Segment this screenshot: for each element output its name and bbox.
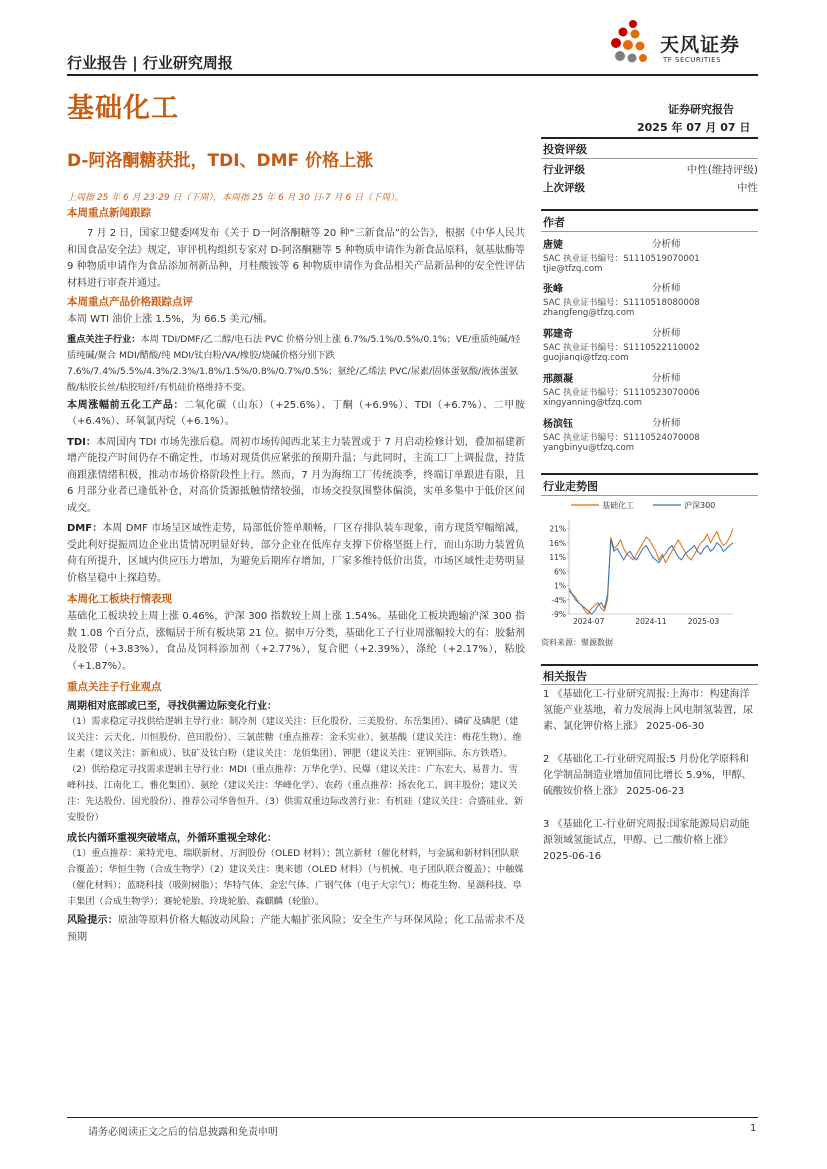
author-sac: SAC 执业证书编号：S1110523070006 <box>543 388 700 398</box>
chart-source: 资料来源：聚源数据 <box>541 638 613 647</box>
focus-growth-paragraph: （1）重点推荐：莱特光电、瑞联新材、万润股份（OLED 材料）；凯立新材（催化材料，与金属和新材料团队联合覆盖）；华恒生物（合成生物学）（2）建议关注：奥来德（OLED 材料）（与机械、电子团队联合覆盖）；中触媒（催化材料）；蓝晓科技（吸附树脂）；华特气体、金宏气体、广钢气体（电子大宗气）；梅花生物、星湖科技、阜丰集团（合成生物学）；赛轮轮胎、玲珑轮胎、森麒麟（轮胎）。 <box>67 848 524 907</box>
y-tick-label: -4% <box>551 595 566 605</box>
author-name: 郭建奇 <box>543 329 573 340</box>
author-sac: SAC 执业证书编号：S1110519070001 <box>543 254 700 264</box>
author-name: 唐婕 <box>543 240 563 251</box>
author-email[interactable]: yangbinyu@tfzq.com <box>543 443 635 453</box>
focus-subheading-growth: 成长内循环重视突破堵点，外循环重视全球化： <box>67 833 277 844</box>
trend-heading: 行业走势图 <box>543 480 598 493</box>
author-block-0 <box>543 236 758 274</box>
y-tick-label: -9% <box>551 610 566 619</box>
related-heading: 相关报告 <box>543 670 587 683</box>
x-tick-label: 2025-03 <box>687 617 720 626</box>
price-focus: 重点关注子行业：本周 TDI/DMF/乙二醇/电石法 PVC 价格分别上涨 6.7%/5.1%/0.5%/0.1%；VE/重质纯碱/轻质纯碱/聚合 MDI/醋酸/纯 MDI/钛白粉/VA/橡胶/烧碱价格分别下跌 7.6%/7.4%/5.5%/4.3%/2.3%/1.8%/1.5%/0.8%/0.7%/0.5%；氨纶/乙烯法 PVC/尿素/固体蛋氨酸/液体蛋氨酸/粘胶长丝/粘胶短纤/有机硅价格维持不变。 <box>67 333 521 393</box>
y-tick-label: 6% <box>554 567 566 577</box>
x-tick-label: 2024-11 <box>635 617 667 626</box>
author-block-2 <box>543 325 758 363</box>
header-rule <box>67 74 758 76</box>
authors-heading: 作者 <box>543 216 565 229</box>
logo-name: 天风证券 <box>660 34 741 56</box>
main-body <box>67 190 525 946</box>
legend-label: 沪深300 <box>684 501 716 510</box>
industry-title: 基础化工 <box>67 93 179 124</box>
y-tick-label: 16% <box>549 538 566 548</box>
related-report-2[interactable]: 3 《基础化工-行业研究周报:国家能源局启动能源领域氢能试点，甲醇、己二酸价格上涨》 2025-06-16 <box>543 819 750 862</box>
related-report-0[interactable]: 1 《基础化工-行业研究周报:上海市：构建海洋氢能产业基地，着力发展海上风电制氢装置，尿素、氯化钾价格上涨》 2025-06-30 <box>543 689 753 732</box>
legend-label: 基础化工 <box>602 501 634 510</box>
authors-top-rule <box>541 209 758 211</box>
logo-sub: TF SECURITIES <box>663 56 722 64</box>
author-role: 分析师 <box>652 328 681 339</box>
rating-row-previous: 上次评级 中性 <box>543 182 758 194</box>
rating-rule <box>541 158 758 159</box>
page-number: 1 <box>750 1123 757 1134</box>
rating-top-rule <box>541 137 758 139</box>
author-name: 张峰 <box>543 284 563 295</box>
author-email[interactable]: guojianqi@tfzq.com <box>543 353 629 363</box>
author-email[interactable]: zhangfeng@tfzq.com <box>543 308 635 318</box>
report-date: 2025 年 07 月 07 日 <box>637 121 751 134</box>
section-heading-news: 本周重点新闻跟踪 <box>67 207 151 219</box>
footer-disclaimer[interactable]: 请务必阅读正文之后的信息披露和免责申明 <box>88 1127 278 1138</box>
rating-heading: 投资评级 <box>543 143 587 156</box>
rating-row-industry: 行业评级 中性(维持评级) <box>543 164 758 176</box>
author-role: 分析师 <box>652 373 681 384</box>
sector-paragraph: 基础化工板块较上周上涨 0.46%，沪深 300 指数较上周上涨 1.54%。基础化工板块跑输沪深 300 指数 1.08 个百分点，涨幅居于所有板块第 21 位。据申万分类，基础化工子行业周涨幅较大的有：胶黏剂及胶带（+3.83%），食品及饲料添加剂（+2.77%），复合肥（+2.39%），涤纶（+2.17%），粘胶（+1.87%）。 <box>67 611 525 672</box>
price-top5: 本周涨幅前五化工产品：二氧化碳（山东）（+25.6%）、丁酮（+6.9%）、TDI（+6.7%）、二甲胺（+6.4%）、环氧氯丙烷（+6.1%）。 <box>67 399 525 427</box>
y-tick-label: 21% <box>549 524 566 534</box>
tf-logo-icon <box>608 18 656 70</box>
focus-subheading-cycle: 周期相对底部或已至，寻找供需边际变化行业： <box>67 701 277 712</box>
trend-top-rule <box>541 473 758 475</box>
series-line <box>569 529 733 615</box>
related-rule <box>541 684 758 685</box>
related-top-rule <box>541 664 758 666</box>
dmf-paragraph: DMF：本周 DMF 市场呈区域性走势，局部低价签单顺畅，厂区存排队装车现象，南方现货窄幅缩减，受此利好提振周边企业出货情况明显好转，部分企业在低库存支撑下价格坚挺上行，而山东助力装置负荷有所提升，区域内供应压力增加，为避免后期库存增加，厂家多维持低价出货，市场区域性走势明显价格呈稳中上探趋势。 <box>67 523 525 584</box>
focus-cycle-paragraph: （1）需求稳定寻找供给逻辑主导行业：制冷剂（建议关注：巨化股份、三美股份、东岳集团）、磷矿及磷肥（建议关注：云天化、川恒股份、芭田股份）、三氯蔗糖（重点推荐：金禾实业）、氨基酸（建议关注：梅花生物）、维生素（建议关注：新和成）、钛矿及钛白粉（建议关注：龙佰集团）、钾肥（建议关注：亚钾国际、东方铁塔）。（2）供给稳定寻找需求逻辑主导行业：MDI（重点推荐：万华化学）、民爆（建议关注：广东宏大、易普力、雪峰科技、江南化工、雅化集团）、氨纶（建议关注：华峰化学）、农药（重点推荐：扬农化工、润丰股份；建议关注：先达股份、国光股份）、推荐公司华鲁恒升。（3）供需双重边际改善行业：有机硅（建议关注：合盛硅业、新安股份） <box>67 716 524 823</box>
author-role: 分析师 <box>652 239 681 250</box>
author-name: 邢颜凝 <box>543 374 573 385</box>
author-block-1 <box>543 280 758 318</box>
price-wti: 本周 WTI 油价上涨 1.5%，为 66.5 美元/桶。 <box>67 314 273 325</box>
report-title: D-阿洛酮糖获批，TDI、DMF 价格上涨 <box>67 151 374 171</box>
news-paragraph: 7 月 2 日，国家卫健委网发布《关于 D一阿洛酮糖等 20 种“三新食品”的公告》，根据《中华人民共和国食品安全法》规定，审评机构组织专家对 D-阿洛酮糖等 5 种物质申请作为新食品原料，氨基肽酶等 9 种物质申请作为食品添加剂新品种，月桂酸铵等 6 种物质申请作为食品相关产品新品种的安全性评估材料进行审查并通过。 <box>67 228 525 289</box>
y-tick-label: 11% <box>549 553 566 563</box>
tdi-paragraph: TDI：本周国内 TDI 市场先涨后稳。周初市场传闻西北某主力装置或于 7 月启动检修计划，叠加福建新增产能投产时间仍存不确定性，市场对现货供应紧张的预期升温；与此同时，主流工厂上调报盘，持货商跟涨情绪积极，推动市场价格阶段性上行。然而，7 月为海绵工厂传统淡季，终端订单跟进有限，且 6 月部分业者已逢低补仓，对高价货源抵触情绪较强，市场交投氛围整体偏淡，实单多集中于低价区间成交。 <box>67 436 525 514</box>
week-definition: 上周指 25 年 6 月 23-29 日（下周），本周指 25 年 6 月 30 日-7 月 6 日（下周）。 <box>67 193 404 203</box>
author-email[interactable]: tjie@tfzq.com <box>543 264 603 274</box>
author-block-4 <box>543 415 758 453</box>
authors-rule <box>541 231 758 232</box>
doc-kind: 证券研究报告 <box>668 103 734 116</box>
author-role: 分析师 <box>652 418 681 429</box>
industry-trend-chart <box>541 496 758 626</box>
risk-paragraph: 风险提示：原油等原料价格大幅波动风险；产能大幅扩张风险；安全生产与环保风险；化工品需求不及预期 <box>67 915 526 943</box>
author-sac: SAC 执业证书编号：S1110524070008 <box>543 433 700 443</box>
section-heading-focus: 重点关注子行业观点 <box>67 681 162 693</box>
y-tick-label: 1% <box>554 581 566 591</box>
author-email[interactable]: xingyanning@tfzq.com <box>543 398 642 408</box>
author-name: 杨滨钰 <box>543 419 573 430</box>
section-heading-price: 本周重点产品价格跟踪点评 <box>67 296 193 308</box>
footer-rule <box>67 1117 758 1118</box>
x-tick-label: 2024-07 <box>573 617 605 626</box>
author-sac: SAC 执业证书编号：S1110518080008 <box>543 298 700 308</box>
author-sac: SAC 执业证书编号：S1110522110002 <box>543 343 700 353</box>
section-heading-sector: 本周化工板块行情表现 <box>67 593 172 605</box>
author-role: 分析师 <box>652 283 681 294</box>
related-report-1[interactable]: 2 《基础化工-行业研究周报:5 月份化学原料和化学制品制造业增加值同比增长 5.9%，甲醇、硫酸铵价格上涨》 2025-06-23 <box>543 754 752 797</box>
author-block-3 <box>543 370 758 408</box>
series-line <box>569 540 733 614</box>
report-type: 行业报告 | 行业研究周报 <box>67 54 233 72</box>
